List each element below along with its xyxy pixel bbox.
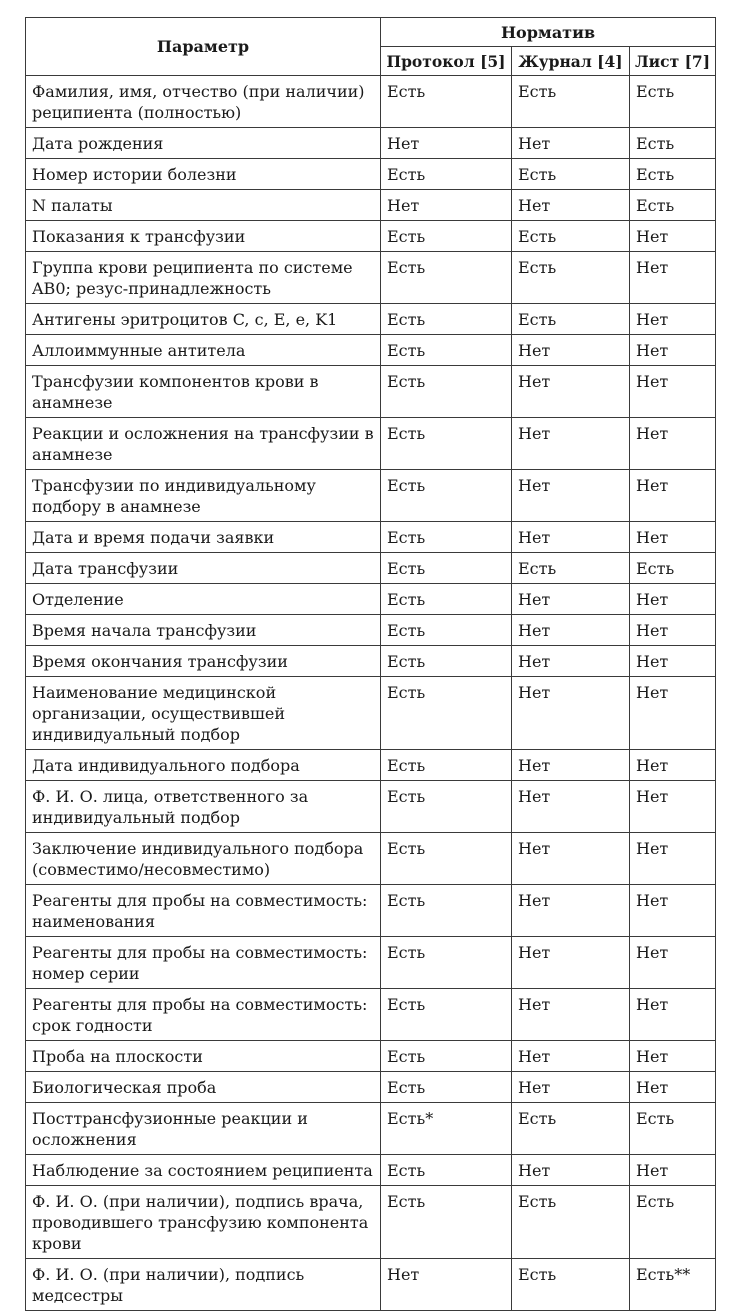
- list-cell: Нет: [630, 304, 716, 335]
- table-row: [26, 646, 716, 677]
- table-row: [26, 833, 716, 885]
- journal-cell: Есть: [512, 252, 630, 304]
- list-cell: Нет: [630, 677, 716, 750]
- header-norm: Норматив: [381, 18, 716, 47]
- table-row: [26, 1259, 716, 1311]
- list-cell: Есть: [630, 1103, 716, 1155]
- list-cell: Нет: [630, 1072, 716, 1103]
- list-cell: Нет: [630, 366, 716, 418]
- table-row: [26, 470, 716, 522]
- protocol-cell: Есть: [381, 885, 512, 937]
- protocol-cell: Есть: [381, 418, 512, 470]
- list-cell: Нет: [630, 615, 716, 646]
- protocol-cell: Есть: [381, 781, 512, 833]
- protocol-cell: Есть: [381, 522, 512, 553]
- table-row: [26, 677, 716, 750]
- protocol-cell: Есть: [381, 989, 512, 1041]
- param-cell: N палаты: [26, 190, 381, 221]
- list-cell: Нет: [630, 989, 716, 1041]
- param-cell: Наименование медицинской организации, осуществившей индивидуальный подбор: [26, 677, 381, 750]
- param-cell: Заключение индивидуального подбора (совместимо/несовместимо): [26, 833, 381, 885]
- table-row: [26, 1072, 716, 1103]
- table-row: [26, 159, 716, 190]
- list-cell: Нет: [630, 584, 716, 615]
- param-cell: Реагенты для пробы на совместимость: наименования: [26, 885, 381, 937]
- journal-cell: Нет: [512, 937, 630, 989]
- journal-cell: Нет: [512, 677, 630, 750]
- protocol-cell: Есть*: [381, 1103, 512, 1155]
- table-row: [26, 1186, 716, 1259]
- table-body: [26, 76, 716, 1311]
- table-row: [26, 252, 716, 304]
- list-cell: Нет: [630, 418, 716, 470]
- journal-cell: Есть: [512, 1103, 630, 1155]
- list-cell: Нет: [630, 937, 716, 989]
- list-cell: Нет: [630, 781, 716, 833]
- table-row: [26, 1103, 716, 1155]
- param-cell: Проба на плоскости: [26, 1041, 381, 1072]
- param-cell: Отделение: [26, 584, 381, 615]
- journal-cell: Есть: [512, 76, 630, 128]
- list-cell: Нет: [630, 522, 716, 553]
- table-row: [26, 937, 716, 989]
- table-row: [26, 1041, 716, 1072]
- journal-cell: Есть: [512, 159, 630, 190]
- protocol-cell: Есть: [381, 470, 512, 522]
- param-cell: Дата трансфузии: [26, 553, 381, 584]
- param-cell: Посттрансфузионные реакции и осложнения: [26, 1103, 381, 1155]
- journal-cell: Есть: [512, 221, 630, 252]
- protocol-cell: Нет: [381, 128, 512, 159]
- header-journal: Журнал [4]: [512, 47, 630, 76]
- param-cell: Аллоиммунные антитела: [26, 335, 381, 366]
- table-row: [26, 989, 716, 1041]
- protocol-cell: Есть: [381, 584, 512, 615]
- journal-cell: Есть: [512, 304, 630, 335]
- list-cell: Есть: [630, 190, 716, 221]
- list-cell: Нет: [630, 833, 716, 885]
- param-cell: Ф. И. О. (при наличии), подпись медсестры: [26, 1259, 381, 1311]
- protocol-cell: Есть: [381, 76, 512, 128]
- param-cell: Время начала трансфузии: [26, 615, 381, 646]
- protocol-cell: Есть: [381, 677, 512, 750]
- protocol-cell: Нет: [381, 190, 512, 221]
- journal-cell: Нет: [512, 1155, 630, 1186]
- protocol-cell: Нет: [381, 1259, 512, 1311]
- param-cell: Ф. И. О. (при наличии), подпись врача, проводившего трансфузию компонента крови: [26, 1186, 381, 1259]
- protocol-cell: Есть: [381, 159, 512, 190]
- list-cell: Нет: [630, 646, 716, 677]
- list-cell: Есть: [630, 553, 716, 584]
- param-cell: Показания к трансфузии: [26, 221, 381, 252]
- param-cell: Группа крови реципиента по системе AB0; резус-принадлежность: [26, 252, 381, 304]
- table-row: [26, 418, 716, 470]
- protocol-cell: Есть: [381, 1041, 512, 1072]
- header-param: Параметр: [26, 18, 381, 76]
- journal-cell: Нет: [512, 615, 630, 646]
- param-cell: Трансфузии компонентов крови в анамнезе: [26, 366, 381, 418]
- param-cell: Реагенты для пробы на совместимость: номер серии: [26, 937, 381, 989]
- protocol-cell: Есть: [381, 1155, 512, 1186]
- param-cell: Дата и время подачи заявки: [26, 522, 381, 553]
- table-row: [26, 885, 716, 937]
- list-cell: Есть**: [630, 1259, 716, 1311]
- journal-cell: Есть: [512, 1259, 630, 1311]
- protocol-cell: Есть: [381, 750, 512, 781]
- table-row: [26, 335, 716, 366]
- param-cell: Реагенты для пробы на совместимость: срок годности: [26, 989, 381, 1041]
- list-cell: Нет: [630, 252, 716, 304]
- table-row: [26, 128, 716, 159]
- list-cell: Нет: [630, 470, 716, 522]
- param-cell: Трансфузии по индивидуальному подбору в анамнезе: [26, 470, 381, 522]
- table-row: [26, 584, 716, 615]
- list-cell: Есть: [630, 76, 716, 128]
- table-row: [26, 190, 716, 221]
- list-cell: Нет: [630, 335, 716, 366]
- journal-cell: Есть: [512, 1186, 630, 1259]
- param-cell: Время окончания трансфузии: [26, 646, 381, 677]
- journal-cell: Нет: [512, 781, 630, 833]
- journal-cell: Нет: [512, 750, 630, 781]
- journal-cell: Нет: [512, 833, 630, 885]
- journal-cell: Нет: [512, 366, 630, 418]
- list-cell: Есть: [630, 159, 716, 190]
- param-cell: Фамилия, имя, отчество (при наличии) реципиента (полностью): [26, 76, 381, 128]
- table-row: [26, 366, 716, 418]
- journal-cell: Нет: [512, 1041, 630, 1072]
- param-cell: Ф. И. О. лица, ответственного за индивидуальный подбор: [26, 781, 381, 833]
- protocol-cell: Есть: [381, 1072, 512, 1103]
- journal-cell: Нет: [512, 190, 630, 221]
- table-row: [26, 1155, 716, 1186]
- table-row: [26, 553, 716, 584]
- protocol-cell: Есть: [381, 366, 512, 418]
- protocol-cell: Есть: [381, 221, 512, 252]
- protocol-cell: Есть: [381, 1186, 512, 1259]
- header-list: Лист [7]: [630, 47, 716, 76]
- journal-cell: Нет: [512, 522, 630, 553]
- param-cell: Реакции и осложнения на трансфузии в анамнезе: [26, 418, 381, 470]
- journal-cell: Нет: [512, 128, 630, 159]
- list-cell: Нет: [630, 1041, 716, 1072]
- list-cell: Есть: [630, 128, 716, 159]
- list-cell: Нет: [630, 750, 716, 781]
- table-row: [26, 781, 716, 833]
- table-row: [26, 304, 716, 335]
- list-cell: Нет: [630, 885, 716, 937]
- param-cell: Биологическая проба: [26, 1072, 381, 1103]
- journal-cell: Нет: [512, 646, 630, 677]
- protocol-cell: Есть: [381, 553, 512, 584]
- protocol-cell: Есть: [381, 937, 512, 989]
- journal-cell: Нет: [512, 584, 630, 615]
- journal-cell: Нет: [512, 1072, 630, 1103]
- table-row: [26, 522, 716, 553]
- protocol-cell: Есть: [381, 252, 512, 304]
- table-row: [26, 221, 716, 252]
- journal-cell: Нет: [512, 989, 630, 1041]
- protocol-cell: Есть: [381, 304, 512, 335]
- table-row: [26, 750, 716, 781]
- protocol-cell: Есть: [381, 646, 512, 677]
- header-protocol: Протокол [5]: [381, 47, 512, 76]
- protocol-cell: Есть: [381, 615, 512, 646]
- journal-cell: Нет: [512, 418, 630, 470]
- list-cell: Нет: [630, 221, 716, 252]
- param-cell: Наблюдение за состоянием реципиента: [26, 1155, 381, 1186]
- journal-cell: Нет: [512, 470, 630, 522]
- param-cell: Номер истории болезни: [26, 159, 381, 190]
- param-cell: Дата рождения: [26, 128, 381, 159]
- list-cell: Есть: [630, 1186, 716, 1259]
- param-cell: Антигены эритроцитов C, c, E, e, K1: [26, 304, 381, 335]
- table-container: [25, 17, 715, 1311]
- journal-cell: Нет: [512, 335, 630, 366]
- table-row: [26, 76, 716, 128]
- journal-cell: Есть: [512, 553, 630, 584]
- journal-cell: Нет: [512, 885, 630, 937]
- protocol-cell: Есть: [381, 833, 512, 885]
- norm-table: [25, 17, 716, 1311]
- table-row: [26, 615, 716, 646]
- param-cell: Дата индивидуального подбора: [26, 750, 381, 781]
- protocol-cell: Есть: [381, 335, 512, 366]
- list-cell: Нет: [630, 1155, 716, 1186]
